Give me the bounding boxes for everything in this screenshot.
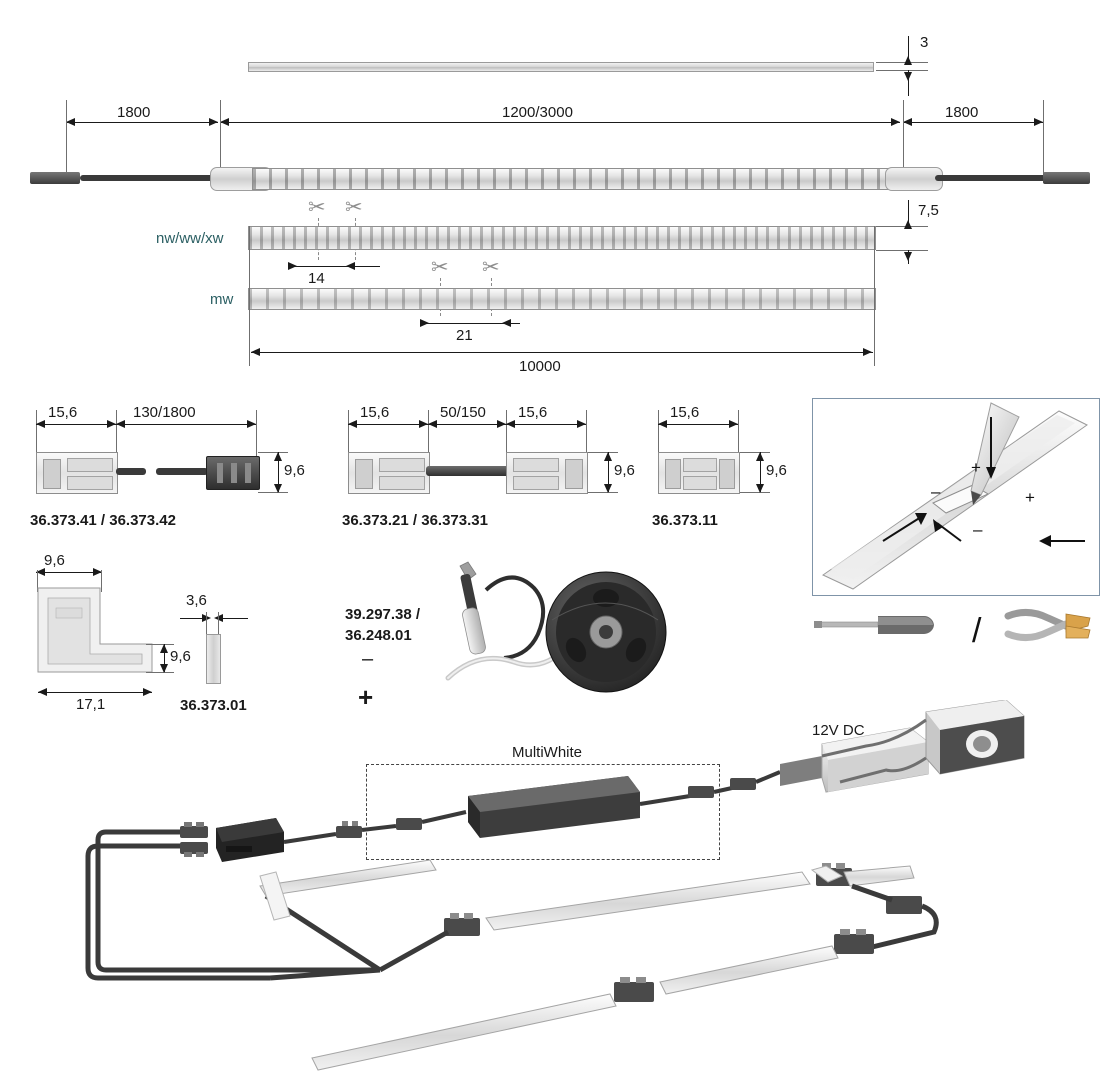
strip-body-nw	[248, 226, 876, 250]
cut-illustration	[813, 399, 1097, 593]
connector-cable-1	[116, 468, 146, 475]
part-label-3: 36.373.11	[652, 512, 718, 529]
connector-body-3	[658, 452, 740, 494]
corner-side-body	[206, 634, 221, 684]
end-cap-left	[30, 172, 80, 184]
pitch-dimension-14	[280, 258, 400, 288]
dim-thickness-3: 3	[920, 34, 929, 51]
scissors-icon-4: ✂	[482, 256, 500, 279]
svg-text:–: –	[931, 482, 941, 501]
cut-illustration-frame	[812, 398, 1100, 596]
length-dimension-row	[60, 100, 1045, 136]
dim-1200-3000: 1200/3000	[502, 104, 573, 121]
connector-cable-1b	[156, 468, 208, 475]
dim-50-150: 50/150	[440, 404, 486, 421]
small-connector-left-2	[180, 842, 208, 857]
part-label-2: 36.373.21 / 36.373.31	[342, 512, 488, 529]
strip-body	[252, 168, 902, 190]
controller-box	[216, 818, 284, 862]
connector-body-2b	[506, 452, 588, 494]
small-connector-left-1	[180, 822, 208, 838]
dim-156-b: 15,6	[360, 404, 390, 421]
total-length-dimension	[249, 340, 879, 375]
dim-96-side: 9,6	[170, 648, 191, 665]
end-cap-right	[1043, 172, 1090, 184]
power-supply	[780, 728, 928, 792]
dim-96-top: 9,6	[44, 552, 65, 569]
dim-96-a: 9,6	[284, 462, 305, 479]
wiring-diagram	[80, 700, 1090, 1080]
svg-text:+: +	[1025, 488, 1035, 507]
dim-1800-left: 1800	[117, 104, 151, 121]
led-bar-3	[844, 866, 914, 886]
soldering-iron-and-reel	[430, 560, 680, 720]
dim-96-b: 9,6	[614, 462, 635, 479]
inline-connector-2	[396, 818, 422, 830]
thin-edge-view	[248, 62, 872, 72]
scissors-icon-3: ✂	[431, 256, 449, 279]
connector-bar-4	[834, 929, 874, 954]
connector-body-2a	[348, 452, 430, 494]
row-label-mw: mw	[210, 291, 234, 308]
dim-14: 14	[308, 270, 325, 287]
led-bar-4	[660, 946, 838, 994]
dim-130-1800: 130/1800	[133, 404, 196, 421]
part-label-5-line2: 36.248.01	[345, 627, 412, 644]
inline-connector-4	[730, 778, 756, 790]
voltage-label: 12V DC	[812, 722, 865, 739]
strip-edge-profile	[248, 62, 874, 72]
row-label-nw: nw/ww/xw	[156, 230, 224, 247]
dim-21: 21	[456, 327, 473, 344]
tools-illustration	[812, 600, 1098, 652]
dim-96-c: 9,6	[766, 462, 787, 479]
scissors-icon-1: ✂	[308, 196, 326, 219]
inline-connector-1	[336, 821, 362, 838]
dim-171: 17,1	[76, 696, 106, 713]
strip-row-nw	[248, 226, 874, 250]
tools-group	[812, 600, 1098, 652]
scissors-icon-2: ✂	[345, 196, 363, 219]
led-bar-5	[312, 994, 616, 1070]
dim-36: 3,6	[186, 592, 207, 609]
led-dots-nw	[249, 227, 875, 249]
strip-body-mw	[248, 288, 876, 310]
connector-body-1	[36, 452, 118, 494]
height-dimension-75	[876, 200, 996, 256]
dim-156-a: 15,6	[48, 404, 78, 421]
part-label-4: 36.373.01	[180, 697, 247, 714]
strip-row-mw	[248, 288, 874, 310]
connector-bar-5	[614, 977, 654, 1002]
corner-connector	[34, 586, 164, 676]
svg-text:+: +	[971, 458, 981, 477]
dim-1800-right: 1800	[945, 104, 979, 121]
dim-10000: 10000	[519, 358, 561, 375]
svg-text:/: /	[972, 612, 982, 650]
part-label-1: 36.373.41 / 36.373.42	[30, 512, 176, 529]
connector-bar-2-left	[444, 913, 480, 936]
svg-text:–: –	[973, 520, 983, 539]
solder-polarity-minus: –	[362, 648, 374, 670]
inline-sleeve	[260, 872, 290, 920]
solder-tool-group	[430, 560, 680, 720]
inline-connector-3	[688, 786, 714, 798]
thickness-dimension	[876, 32, 996, 88]
led-dots-mw	[249, 289, 875, 309]
part-4-side-view	[180, 592, 280, 702]
plug-dark-1	[206, 456, 260, 490]
led-strip-assembly	[30, 160, 1090, 196]
dim-156-c: 15,6	[518, 404, 548, 421]
led-dots	[253, 169, 901, 189]
wiring-illustration	[80, 700, 1090, 1080]
led-bar-1	[260, 860, 436, 896]
part-label-5-line1: 39.297.38 /	[345, 606, 421, 623]
connector-cable-2	[426, 466, 510, 476]
multiwhite-label: MultiWhite	[512, 744, 583, 761]
dim-156-d: 15,6	[670, 404, 700, 421]
led-bar-2	[486, 872, 810, 930]
dim-75: 7,5	[918, 202, 939, 219]
multiwhite-controller	[468, 776, 640, 838]
solder-polarity-plus: +	[358, 682, 374, 712]
